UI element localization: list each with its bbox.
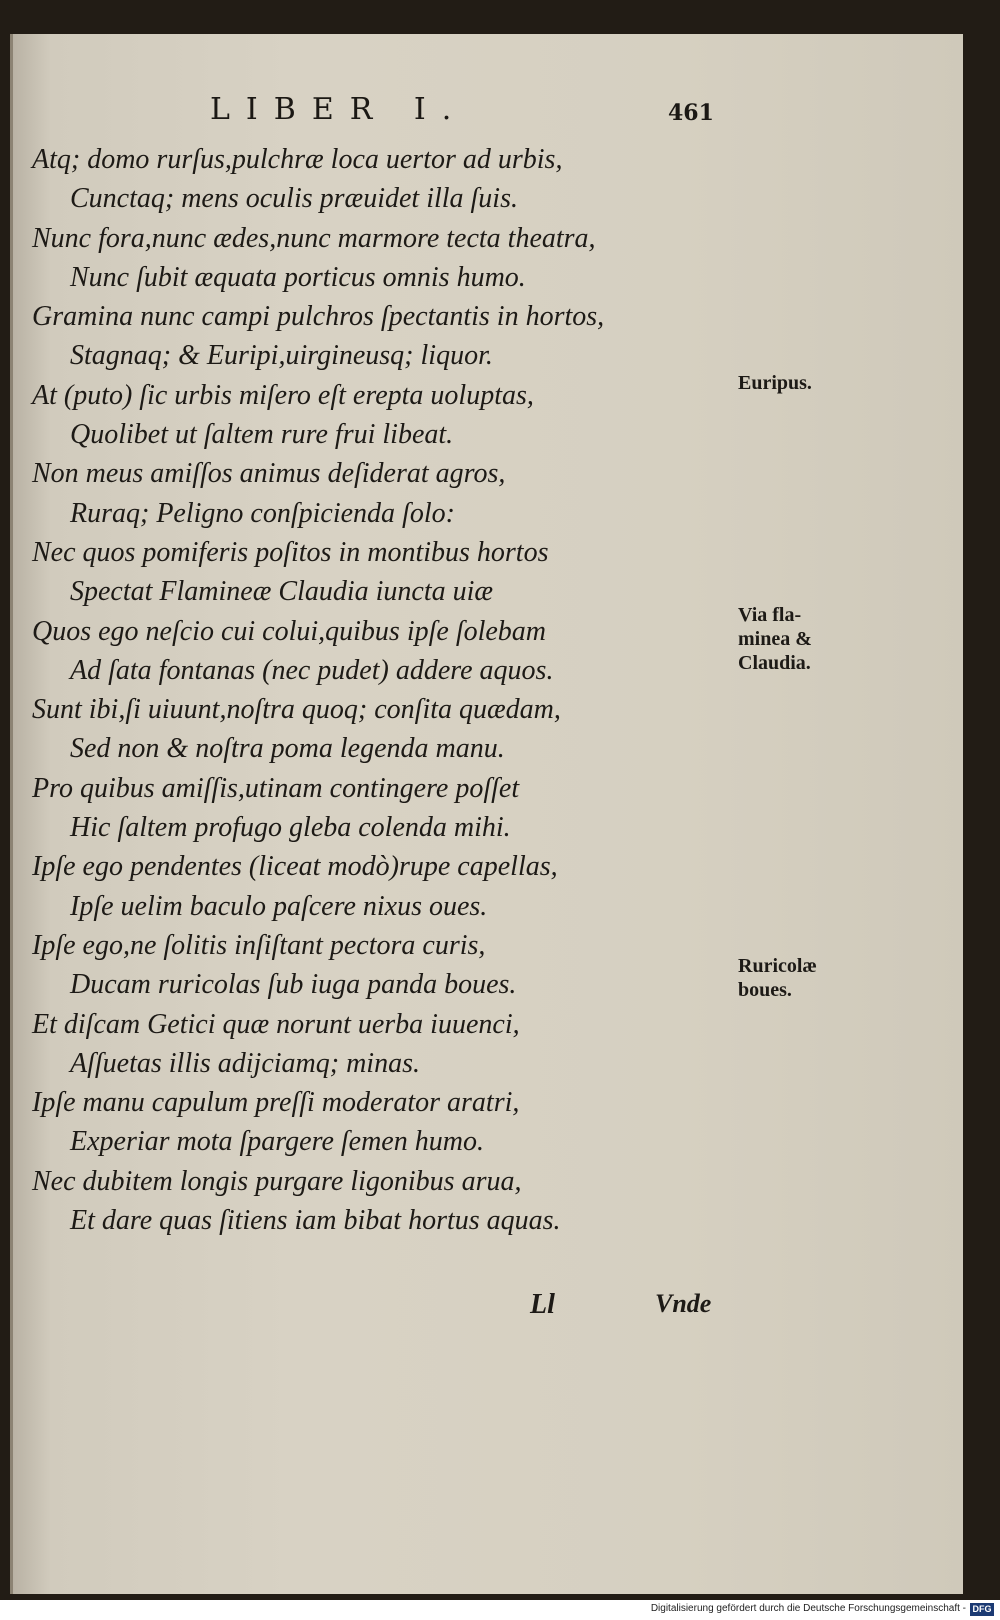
verse-line: Pro quibus amiſſis,utinam contingere poſſet [32,772,520,804]
verse-line: Et dare quas ſitiens iam bibat hortus aquas. [70,1205,561,1237]
verse-line: Nec quos pomiferis poſitos in montibus hortos [32,536,549,568]
dfg-logo: DFG [970,1603,994,1616]
verse-line: Sed non & noſtra poma legenda manu. [70,733,505,765]
verse-line: Spectat Flamineæ Claudia iuncta uiæ [70,576,494,608]
marginal-note-ruricolae [738,954,817,1002]
signature-mark: Ll [530,1289,555,1320]
verse-line: Ad ſata fontanas (nec pudet) addere aquos. [70,654,554,686]
verse-line: Ipſe ego pendentes (liceat modò)rupe capellas, [32,851,558,883]
verse-line: Ipſe uelim baculo paſcere nixus oues. [70,890,488,922]
note-line: boues. [738,979,792,1001]
verse-line: Nunc fora,nunc ædes,nunc marmore tecta theatra, [32,222,596,254]
verse-line: Quos ego neſcio cui colui,quibus ipſe ſolebam [32,615,547,647]
note-line: Ruricolæ [738,955,817,977]
verse-line: Cunctaq; mens oculis præuidet illa ſuis. [70,183,518,215]
verse-line: Sunt ibi,ſi uiuunt,noſtra quoq; conſita quædam, [32,694,561,726]
digitization-credit: Digitalisierung gefördert durch die Deutsche Forschungsgemeinschaft - [650,1603,966,1614]
verse-block [32,140,672,1240]
verse-line: Et diſcam Getici quæ norunt uerba iuuenci, [32,1008,520,1040]
verse-line: Ruraq; Peligno conſpicienda ſolo: [70,497,455,529]
running-head: LIBER I. [210,92,468,127]
verse-line: At (puto) ſic urbis miſero eſt erepta uoluptas, [32,379,534,411]
verse-line: Non meus amiſſos animus deſiderat agros, [32,458,506,490]
page-number: 461 [668,100,714,126]
verse-line: Ipſe manu capulum preſſi moderator aratri, [32,1087,520,1119]
note-line: Claudia. [738,652,811,674]
verse-line: Nec dubitem longis purgare ligonibus arua, [32,1165,522,1197]
note-line: minea & [738,628,812,650]
verse-line: Nunc ſubit æquata porticus omnis humo. [70,261,526,293]
catchword: Vnde [655,1289,712,1318]
verse-line: Atq; domo rurſus,pulchræ loca uertor ad urbis, [32,144,563,175]
verse-line: Gramina nunc campi pulchros ſpectantis in hortos, [32,301,605,333]
verse-line: Ducam ruricolas ſub iuga panda boues. [70,969,517,1001]
marginal-note-via-flaminea [738,603,812,675]
verse-line: Hic ſaltem profugo gleba colenda mihi. [70,812,511,844]
note-line: Via fla- [738,604,802,626]
marginal-note-euripus [738,371,812,395]
verse-line: Aſſuetas illis adijciamq; minas. [70,1047,420,1079]
verse-line: Ipſe ego,ne ſolitis inſiſtant pectora curis, [32,929,486,961]
note-line: Euripus. [738,372,812,394]
verse-line: Quolibet ut ſaltem rure frui libeat. [70,419,454,451]
verse-line: Stagnaq; & Euripi,uirgineusq; liquor. [70,340,493,372]
verse-line: Experiar mota ſpargere ſemen humo. [70,1126,484,1158]
